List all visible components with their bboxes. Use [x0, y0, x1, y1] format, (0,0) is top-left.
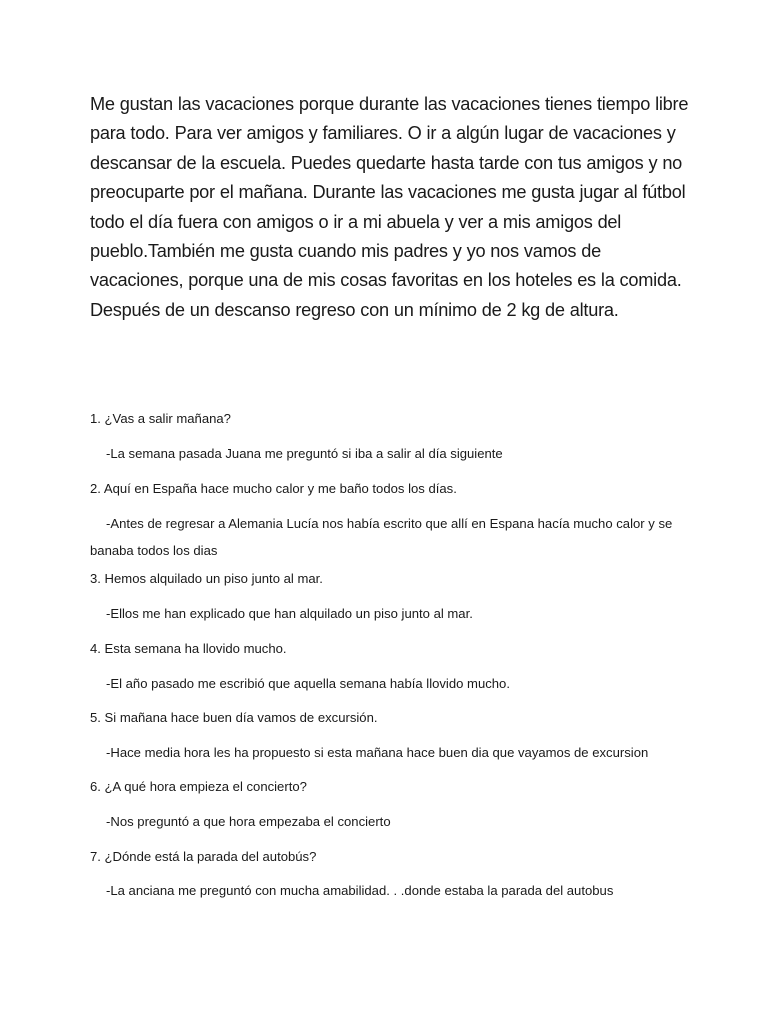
exercise-question: 5. Si mañana hace buen día vamos de excursión. [90, 710, 378, 725]
exercise-answer: -La anciana me preguntó con mucha amabilidad. . .donde estaba la parada del autobus [106, 883, 614, 898]
exercise-question: 2. Aquí en España hace mucho calor y me baño todos los días. [90, 481, 457, 496]
exercise-question: 4. Esta semana ha llovido mucho. [90, 641, 287, 656]
essay-paragraph: Me gustan las vacaciones porque durante las vacaciones tienes tiempo libre para todo. Para ver amigos y familiares. O ir a algún lugar de vacaciones y descansar de la escuela. Puedes quedarte hasta tarde con tus amigos y no preocuparte por el mañana. Durante las vacaciones me gusta jugar al fútbol todo el día fuera con amigos o ir a mi abuela y ver a mis amigos del pueblo.También me gusta cuando mis padres y yo nos vamos de vacaciones, porque una de mis cosas favoritas en los hoteles es la comida. Después de un descanso regreso con un mínimo de 2 kg de altura. [90, 94, 689, 320]
exercise-question: 1. ¿Vas a salir mañana? [90, 411, 231, 426]
exercise-answer: -Nos preguntó a que hora empezaba el concierto [106, 814, 391, 829]
exercise-answer: -Ellos me han explicado que han alquilado un piso junto al mar. [106, 606, 473, 621]
exercise-question: 7. ¿Dónde está la parada del autobús? [90, 849, 317, 864]
exercise-question: 6. ¿A qué hora empieza el concierto? [90, 779, 307, 794]
exercise-answer: -La semana pasada Juana me preguntó si iba a salir al día siguiente [106, 446, 503, 461]
exercise-answer: -Antes de regresar a Alemania Lucía nos había escrito que allí en Espana hacía mucho calor y se banaba todos los dias [90, 516, 673, 558]
exercise-answer: -Hace media hora les ha propuesto si esta mañana hace buen dia que vayamos de excursion [106, 745, 649, 760]
exercise-question: 3. Hemos alquilado un piso junto al mar. [90, 571, 323, 586]
exercise-answer: -El año pasado me escribió que aquella semana había llovido mucho. [106, 676, 510, 691]
